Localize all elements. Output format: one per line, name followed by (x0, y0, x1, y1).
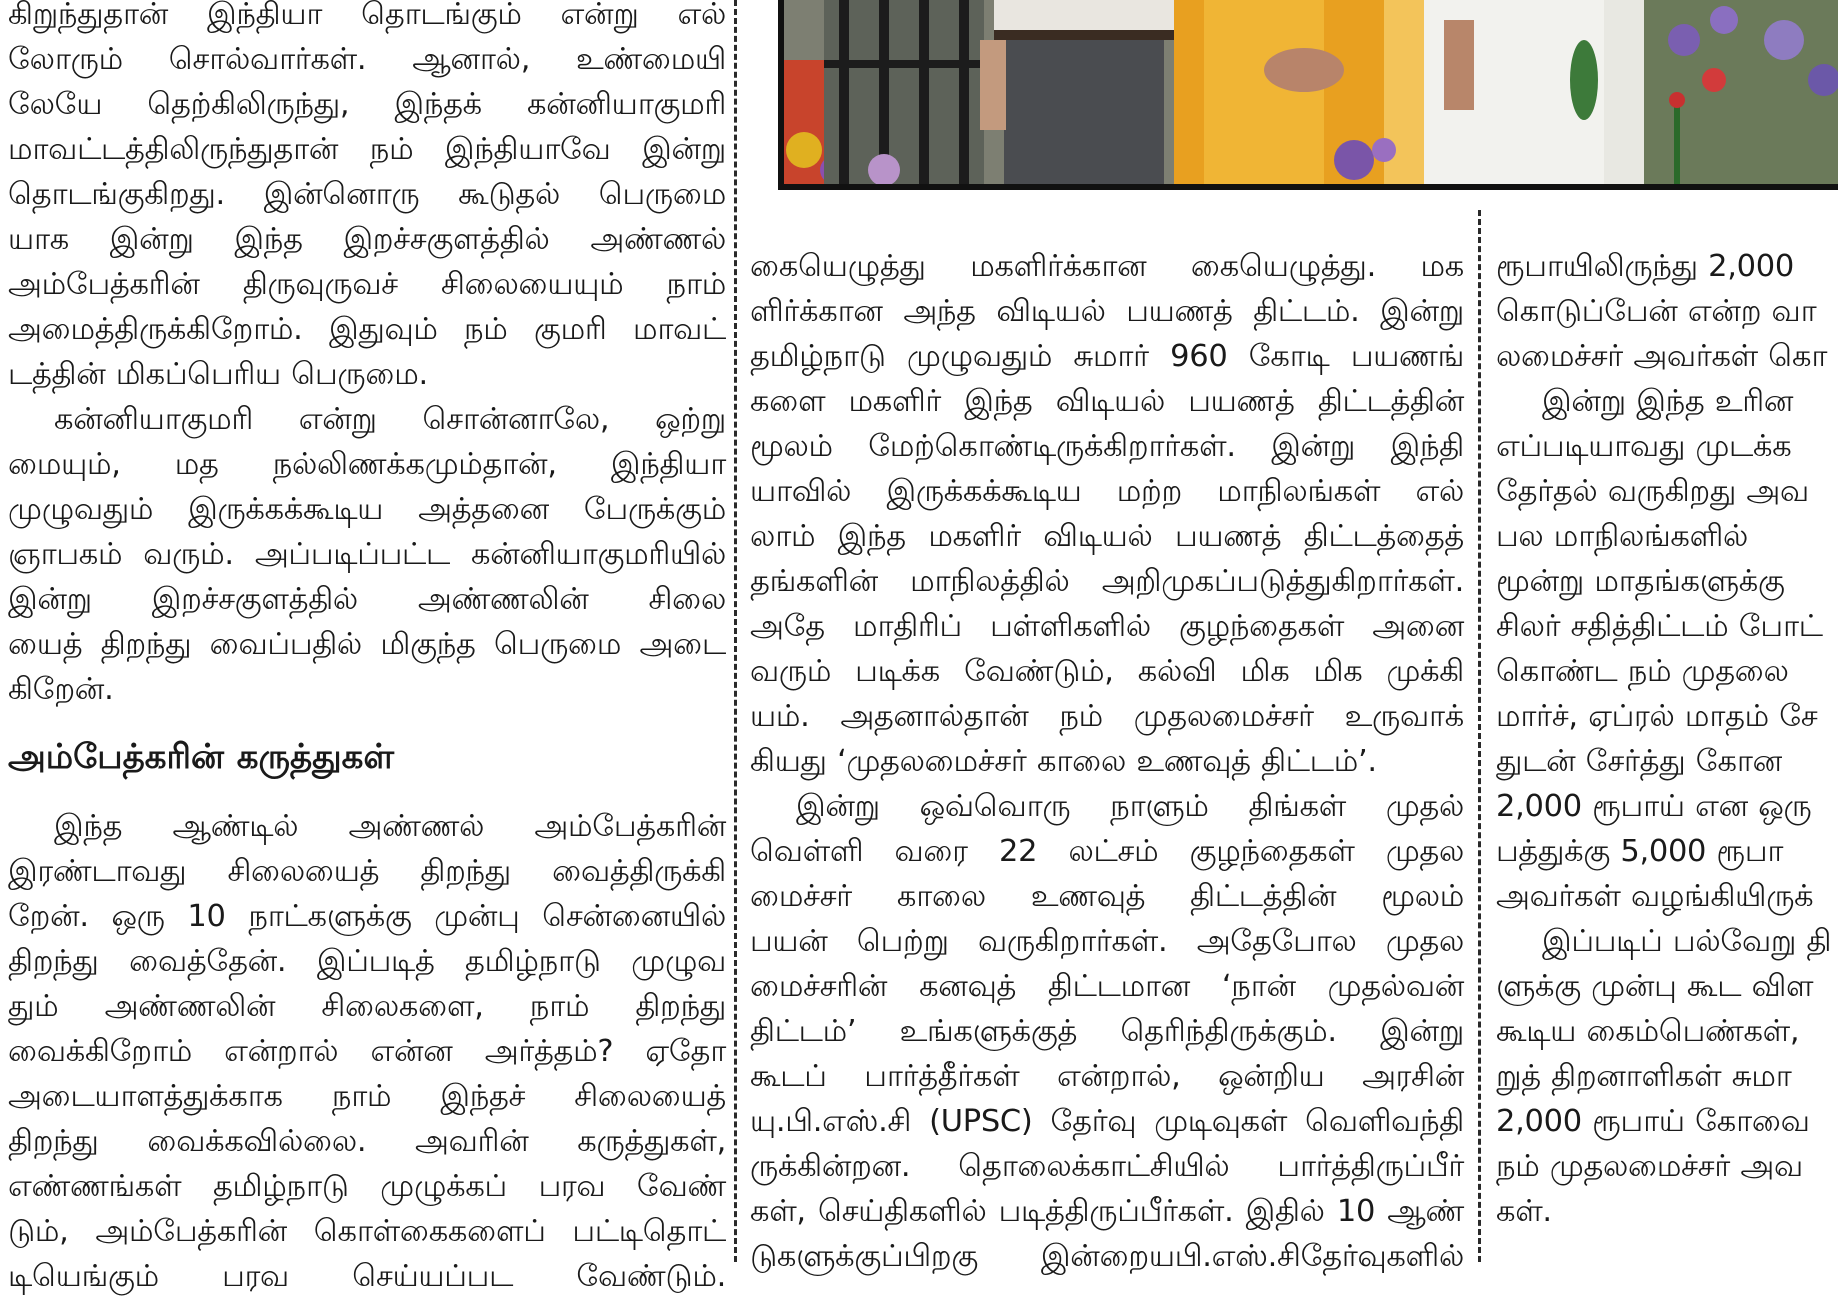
subheading: அம்பேத்கரின் கருத்துகள் (8, 737, 395, 777)
text-line: றேன். ஒரு 10 நாட்களுக்கு முன்பு சென்னையில் (8, 899, 726, 934)
text-line: லோரும் சொல்வார்கள். ஆனால், உண்மையி (8, 42, 726, 77)
text-line: 2,000 ரூபாய் என ஒரு (1496, 789, 1812, 824)
text-line: களை மகளிர் இந்த விடியல் பயணத் திட்டத்தின் (750, 384, 1464, 419)
text-line: இந்த ஆண்டில் அண்ணல் அம்பேத்கரின் (54, 809, 726, 844)
paragraph-2 (8, 397, 726, 712)
text-line: டத்தின் மிகப்பெரிய பெருமை. (8, 357, 428, 392)
article-column-1 (8, 0, 726, 1299)
text-line: யு.பி.எஸ்.சி (UPSC) தேர்வு முடிவுகள் வெளிவந்தி (750, 1104, 1464, 1139)
text-line: திறந்து வைக்கவில்லை. அவரின் கருத்துகள், (8, 1124, 726, 1159)
text-line: பல மாநிலங்களில் (1496, 519, 1749, 554)
text-line: வைக்கிறோம் என்றால் என்ன அர்த்தம்? ஏதோ (8, 1034, 726, 1069)
paragraph-2 (750, 784, 1464, 1279)
text-line: தொடங்குகிறது. இன்னொரு கூடுதல் பெருமை (8, 177, 726, 212)
text-line: கொடுப்பேன் என்ற வா (1496, 294, 1817, 329)
text-line: டியெங்கும் பரவ செய்யப்பட வேண்டும். (8, 1259, 726, 1294)
text-line: யைத் திறந்து வைப்பதில் மிகுந்த பெருமை அடை (8, 627, 726, 662)
text-line: ளுக்கு முன்பு கூட விள (1496, 969, 1814, 1004)
text-line: மைச்சரின் கனவுத் திட்டமான ‘நான் முதல்வன் (750, 969, 1464, 1004)
text-line: துடன் சேர்த்து கோன (1496, 744, 1782, 779)
article-column-3 (1496, 244, 1838, 1234)
event-photo (778, 0, 1838, 190)
text-line: யம். அதனால்தான் நம் முதலமைச்சர் உருவாக் (750, 699, 1464, 734)
text-line: மையும், மத நல்லிணக்கமும்தான், இந்தியா (8, 447, 726, 482)
paragraph-1 (1496, 244, 1838, 379)
text-line: கொண்ட நம் முதலை (1496, 654, 1789, 689)
column-divider-2 (1478, 210, 1481, 1262)
text-line: திறந்து வைத்தேன். இப்படித் தமிழ்நாடு முழுவ (8, 944, 726, 979)
text-line: இப்படிப் பல்வேறு தி (1542, 924, 1832, 959)
text-line: இன்று இந்த உரின (1542, 384, 1794, 419)
text-line: அதே மாதிரிப் பள்ளிகளில் குழந்தைகள் அனை (750, 609, 1464, 644)
text-line: மைச்சர் காலை உணவுத் திட்டத்தின் மூலம் (750, 879, 1464, 914)
article-column-2 (750, 244, 1464, 1279)
text-line: அம்பேத்கரின் திருவுருவச் சிலையையும் நாம் (8, 267, 726, 302)
text-line: கியது ‘முதலமைச்சர் காலை உணவுத் திட்டம்’. (750, 744, 1377, 779)
text-line: பத்துக்கு 5,000 ரூபா (1496, 834, 1784, 869)
text-line: எண்ணங்கள் தமிழ்நாடு முழுக்கப் பரவ வேண் (8, 1169, 726, 1204)
text-line: கிறேன். (8, 672, 114, 707)
text-line: தும் அண்ணலின் சிலைகளை, நாம் திறந்து (8, 989, 726, 1024)
text-line: மார்ச், ஏப்ரல் மாதம் சே (1496, 699, 1818, 734)
text-line: ருக்கின்றன. தொலைக்காட்சியில் பார்த்திருப்பீர் (750, 1149, 1464, 1184)
text-line: நம் முதலமைச்சர் அவ (1496, 1149, 1803, 1184)
text-line: கூடிய கைம்பெண்கள், (1496, 1014, 1800, 1049)
paragraph-1 (8, 0, 726, 397)
text-line: லாம் இந்த மகளிர் விடியல் பயணத் திட்டத்தைத் (750, 519, 1464, 554)
text-line: அமைத்திருக்கிறோம். இதுவும் நம் குமரி மாவட் (8, 312, 726, 347)
text-line: மாவட்டத்திலிருந்துதான் நம் இந்தியாவே இன்று (8, 132, 726, 167)
text-line: லேயே தெற்கிலிருந்து, இந்தக் கன்னியாகுமரி (8, 87, 726, 122)
paragraph-1 (750, 244, 1464, 784)
text-line: கூடப் பார்த்தீர்கள் என்றால், ஒன்றிய அரசின் (750, 1059, 1464, 1094)
paragraph-3 (8, 804, 726, 1299)
text-line: தேர்தல் வருகிறது அவ (1496, 474, 1809, 509)
text-line: கையெழுத்து மகளிர்க்கான கையெழுத்து. மக (750, 249, 1464, 284)
text-line: திட்டம்’ உங்களுக்குத் தெரிந்திருக்கும். இன்று (750, 1014, 1464, 1049)
text-line: ளிர்க்கான அந்த விடியல் பயணத் திட்டம். இன்று (750, 294, 1464, 329)
text-line: கள், செய்திகளில் படித்திருப்பீர்கள். இதில் 10 ஆண் (750, 1194, 1464, 1229)
text-line: மூலம் மேற்கொண்டிருக்கிறார்கள். இன்று இந்தி (750, 429, 1464, 464)
text-line: பயன் பெற்று வருகிறார்கள். அதேபோல முதல (750, 924, 1464, 959)
text-line: தமிழ்நாடு முழுவதும் சுமார் 960 கோடி பயணங் (750, 339, 1464, 374)
text-line: சிலர் சதித்திட்டம் போட் (1496, 609, 1823, 644)
text-line: கன்னியாகுமரி என்று சொன்னாலே, ஒற்று (54, 402, 726, 437)
text-line: யாக இன்று இந்த இறச்சகுளத்தில் அண்ணல் (8, 222, 726, 257)
column-divider-1 (734, 0, 737, 1262)
text-line: லமைச்சர் அவர்கள் கொ (1496, 339, 1828, 374)
text-line: ஞாபகம் வரும். அப்படிப்பட்ட கன்னியாகுமரியில் (8, 537, 726, 572)
text-line: றுத் திறனாளிகள் சுமா (1496, 1059, 1792, 1094)
text-line: டும், அம்பேத்கரின் கொள்கைகளைப் பட்டிதொட் (8, 1214, 726, 1249)
text-line: முழுவதும் இருக்கக்கூடிய அத்தனை பேருக்கும் (8, 492, 726, 527)
event-photo-icon (784, 0, 1838, 184)
text-line: மூன்று மாதங்களுக்கு (1496, 564, 1785, 599)
text-line: இன்று ஒவ்வொரு நாளும் திங்கள் முதல் (796, 789, 1464, 824)
paragraph-2 (1496, 379, 1838, 919)
text-line: 2,000 ரூபாய் கோவை (1496, 1104, 1810, 1139)
text-line: வெள்ளி வரை 22 லட்சம் குழந்தைகள் முதல (750, 834, 1464, 869)
text-line: எப்படியாவது முடக்க (1496, 429, 1792, 464)
text-line: ரூபாயிலிருந்து 2,000 (1496, 249, 1794, 284)
text-line: அவர்கள் வழங்கியிருக் (1496, 879, 1814, 914)
text-line: வரும் படிக்க வேண்டும், கல்வி மிக மிக முக்கி (750, 654, 1464, 689)
text-line: கிறுந்துதான் இந்தியா தொடங்கும் என்று எல் (8, 0, 726, 32)
paragraph-3 (1496, 919, 1838, 1234)
text-line: கள். (1496, 1194, 1552, 1229)
text-line: தங்களின் மாநிலத்தில் அறிமுகப்படுத்துகிறார்கள். (750, 564, 1464, 599)
text-line: இன்று இறச்சகுளத்தில் அண்ணலின் சிலை (8, 582, 726, 617)
text-line: டுகளுக்குப்பிறகு இன்றையபி.எஸ்.சிதேர்வுகளில் (750, 1239, 1464, 1274)
text-line: இரண்டாவது சிலையைத் திறந்து வைத்திருக்கி (8, 854, 726, 889)
text-line: யாவில் இருக்கக்கூடிய மற்ற மாநிலங்கள் எல் (750, 474, 1464, 509)
text-line: அடையாளத்துக்காக நாம் இந்தச் சிலையைத் (8, 1079, 726, 1114)
